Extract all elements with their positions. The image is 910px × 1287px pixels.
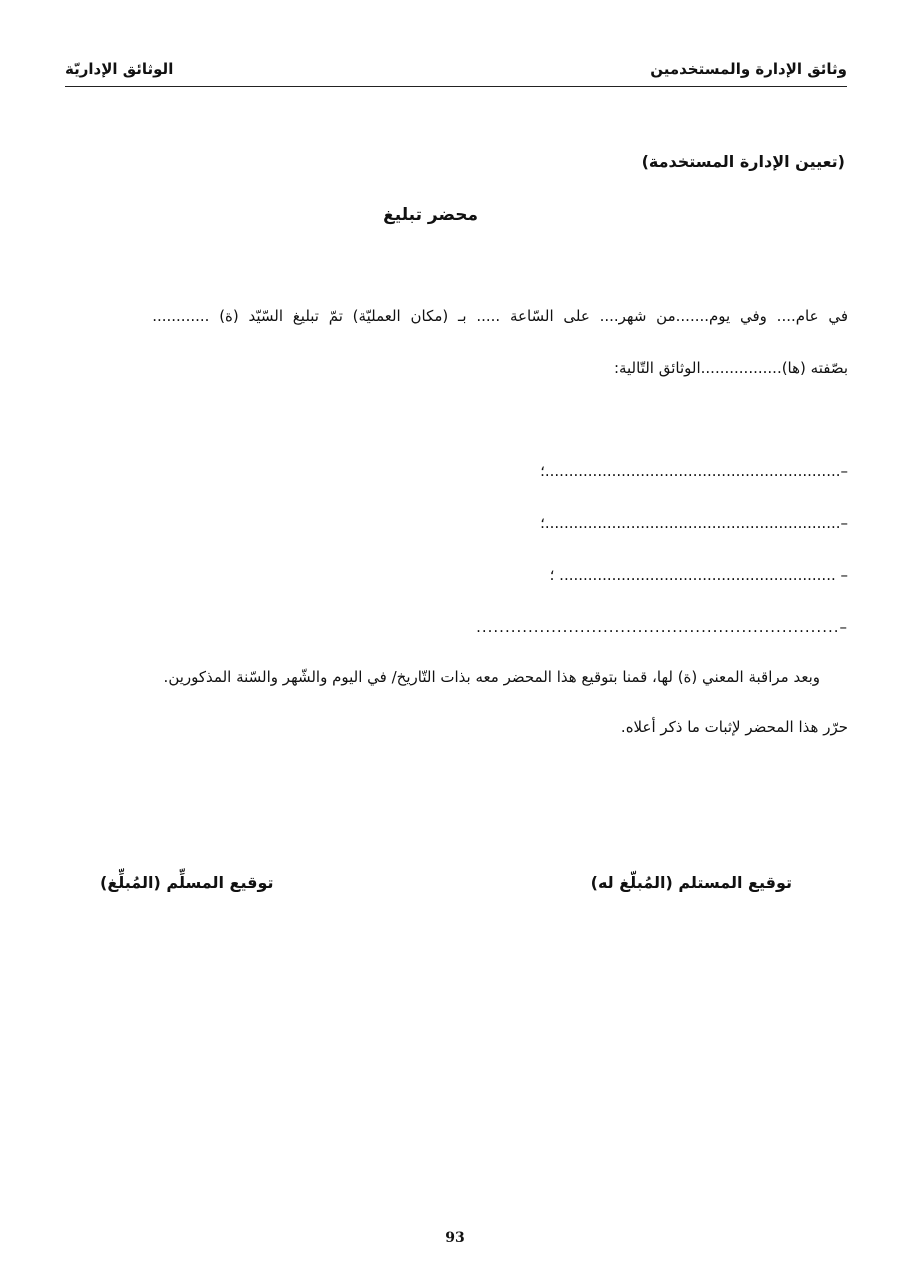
signature-deliverer: توقيع المسلِّم (المُبلِّغ)	[100, 873, 274, 892]
list-item: –...............................................................	[476, 618, 848, 636]
list-item: –..............................................................؛	[540, 514, 848, 532]
list-item: –..............................................................؛	[540, 462, 848, 480]
list-item: – .......................................................... ؛	[549, 566, 848, 584]
page-header	[65, 58, 847, 87]
header-title-left: الوثائق الإداريّة	[65, 60, 174, 78]
section-label: (تعيين الإدارة المستخدمة)	[641, 152, 845, 171]
page-number: 93	[445, 1230, 465, 1246]
signature-receiver: توقيع المستلم (المُبلّغ له)	[590, 873, 792, 892]
paragraph-closing: حرّر هذا المحضر لإثبات ما ذكر أعلاه.	[620, 718, 848, 736]
document-title: محضر تبليغ	[383, 205, 478, 225]
paragraph-verification: وبعد مراقبة المعني (ة) لها، قمنا بتوقيع هذا المحضر معه بذات التّاريخ/ في اليوم والشّهر والسّنة المذكورين.	[163, 668, 820, 686]
header-title-right: وثائق الإدارة والمستخدمين	[650, 60, 847, 78]
paragraph-capacity: بصّفته (ها).................الوثائق التّالية:	[613, 359, 848, 377]
paragraph-intro: في عام.... وفي يوم.......من شهر.... على السّاعة ..... بـ (مكان العمليّة) تمّ تبليغ السّيّد (ة) ............	[152, 307, 848, 325]
